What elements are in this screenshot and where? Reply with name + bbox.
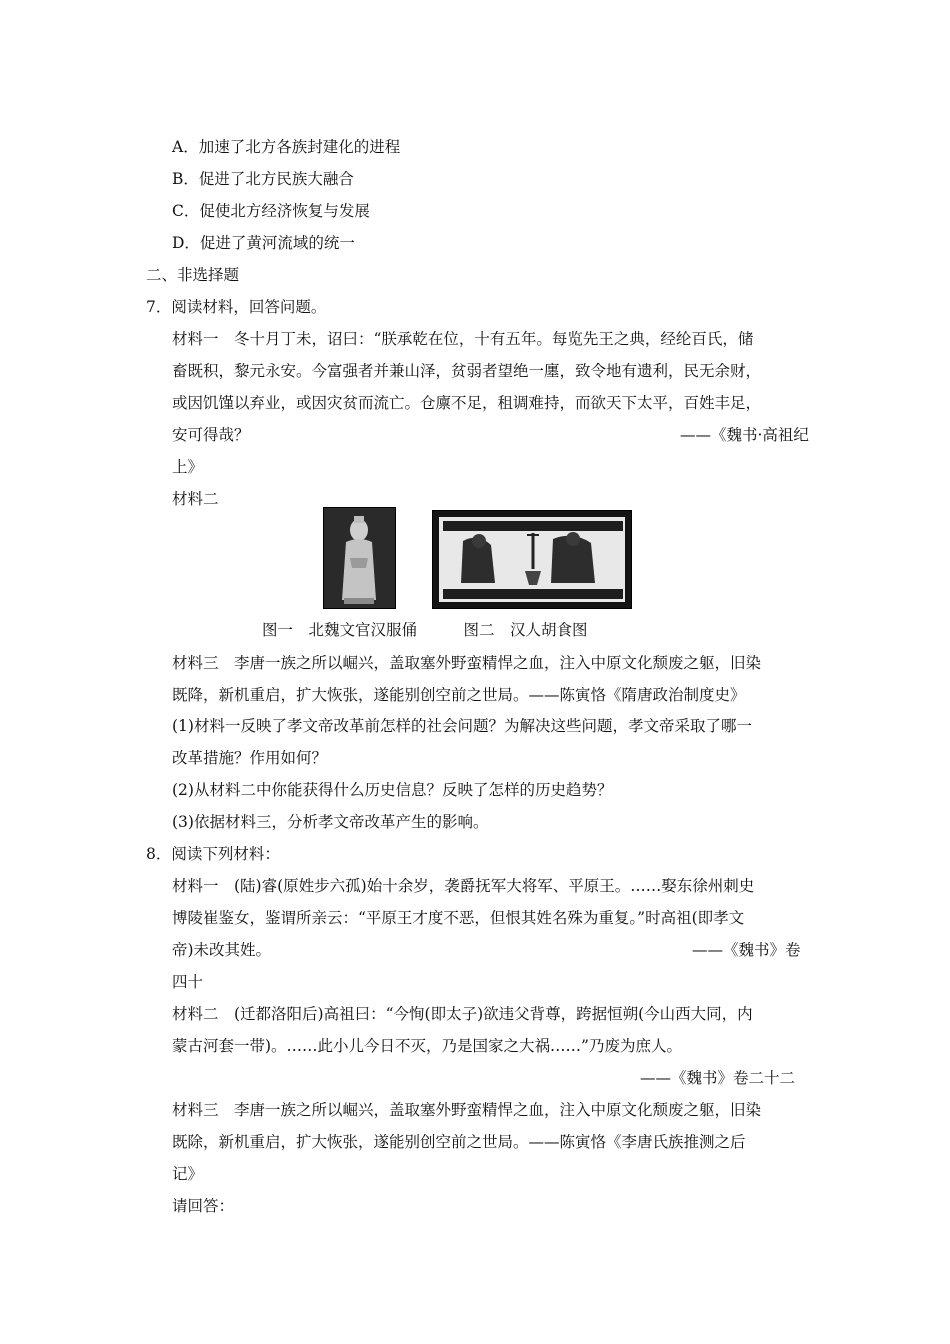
q7-m1-line: 安可得哉？ — [172, 426, 250, 444]
option-d: D．促进了黄河流域的统一 — [172, 234, 355, 252]
q7-stem: 7．阅读材料，回答问题。 — [146, 298, 327, 316]
q7-m1-line: 材料一 冬十月丁未，诏曰：“朕承乾在位，十有五年。每览先王之典，经纶百氏，储 — [172, 330, 754, 348]
option-b: B．促进了北方民族大融合 — [172, 170, 354, 188]
q8-m2-source: ——《魏书》卷二十二 — [640, 1069, 796, 1087]
q7-subquestion: (3)依据材料三，分析孝文帝改革产生的影响。 — [172, 813, 489, 831]
q7-m3-line: 材料三 李唐一族之所以崛兴，盖取塞外野蛮精悍之血，注入中原文化颓废之躯，旧染 — [172, 654, 762, 672]
section-heading: 二、非选择题 — [146, 266, 240, 284]
q7-m1-line: 或因饥馑以弃业，或因灾贫而流亡。仓廪不足，租调难持，而欲天下太平，百姓丰足， — [172, 394, 762, 412]
q8-m1-source: ——《魏书》卷 — [692, 941, 801, 959]
q8-ask: 请回答： — [172, 1197, 235, 1215]
q7-m3-line: 既降，新机重启，扩大恢张，遂能别创空前之世局。——陈寅恪《隋唐政治制度史》 — [172, 686, 746, 704]
figure-caption: 图一 北魏文官汉服俑 图二 汉人胡食图 — [262, 621, 588, 639]
option-c: C．促使北方经济恢复与发展 — [172, 202, 370, 220]
q8-m1-line: 材料一 (陆)睿(原姓步六孤)始十余岁，袭爵抚军大将军、平原王。……娶东徐州刺史 — [172, 877, 755, 895]
figure-two-image — [432, 510, 632, 609]
q7-subquestion: (1)材料一反映了孝文帝改革前怎样的社会问题？为解决这些问题，孝文帝采取了哪一 — [172, 717, 752, 735]
q8-m3-line: 记》 — [172, 1165, 204, 1183]
q8-m2-line: 材料二 (迁都洛阳后)高祖曰：“今恂(即太子)欲违父背尊，跨据恒朔(今山西大同，内 — [172, 1005, 753, 1023]
q8-m3-line: 既除，新机重启，扩大恢张，遂能别创空前之世局。——陈寅恪《李唐氏族推测之后 — [172, 1133, 746, 1151]
q7-subquestion: 改革措施？作用如何？ — [172, 749, 328, 767]
q8-m3-line: 材料三 李唐一族之所以崛兴，盖取塞外野蛮精悍之血，注入中原文化颓废之躯，旧染 — [172, 1101, 762, 1119]
q8-m1-line: 博陵崔鉴女，鉴谓所亲云：“平原王才度不恶，但恨其姓名殊为重复。”时高祖(即孝文 — [172, 909, 745, 927]
q7-m1-source-cont: 上》 — [172, 458, 204, 476]
q7-subquestion: (2)从材料二中你能获得什么历史信息？反映了怎样的历史趋势？ — [172, 781, 613, 799]
q7-m2-label: 材料二 — [172, 490, 219, 508]
q7-m1-line: 畜既积，黎元永安。今富强者并兼山泽，贫弱者望绝一廛，致令地有遗利，民无余财， — [172, 362, 762, 380]
q8-stem: 8．阅读下列材料： — [146, 845, 280, 863]
q8-m2-line: 蒙古河套一带)。……此小儿今日不灭，乃是国家之大祸……”乃废为庶人。 — [172, 1037, 682, 1055]
q7-m1-source: ——《魏书·高祖纪 — [680, 426, 809, 444]
q8-m1-source-cont: 四十 — [172, 973, 204, 991]
q8-m1-line: 帝)未改其姓。 — [172, 941, 272, 959]
option-a: A．加速了北方各族封建化的进程 — [172, 138, 401, 156]
figure-one-image — [323, 507, 396, 609]
